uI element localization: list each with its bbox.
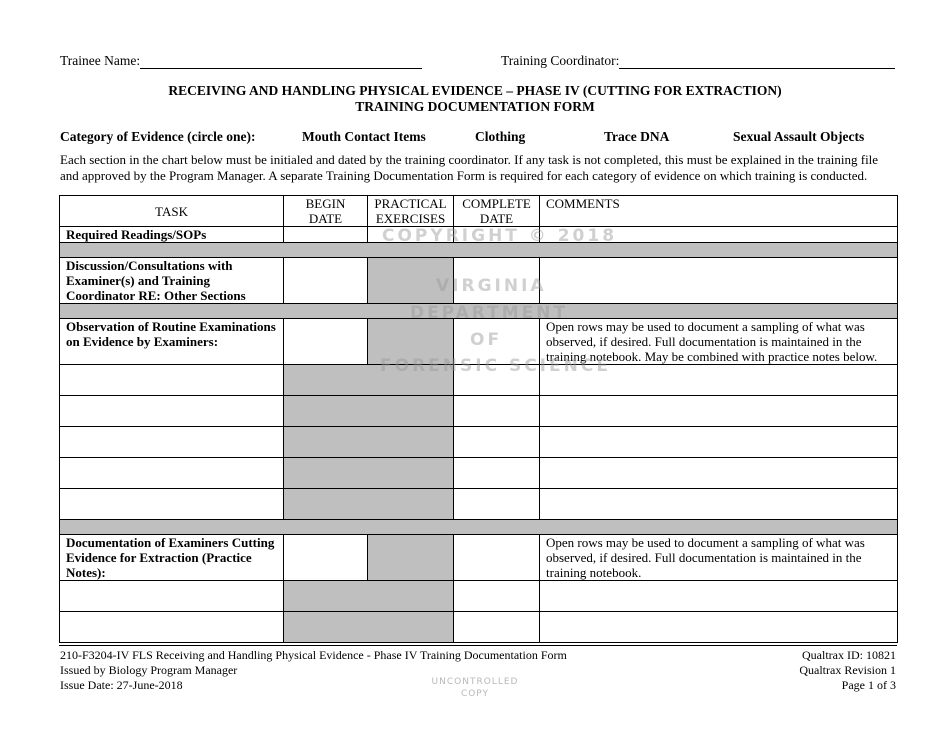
complete-date-cell[interactable] [454, 427, 540, 458]
table-row [60, 427, 898, 458]
shaded-cell [284, 612, 454, 643]
comments-cell[interactable] [540, 427, 898, 458]
trainee-name-field[interactable] [60, 53, 422, 69]
task-cell[interactable] [60, 612, 284, 643]
shaded-cell [284, 458, 454, 489]
begin-date-cell[interactable] [284, 535, 368, 581]
trainee-name-line[interactable] [140, 54, 422, 69]
shaded-cell [284, 581, 454, 612]
header-comments: COMMENTS [540, 196, 898, 227]
training-coordinator-line[interactable] [619, 54, 895, 69]
complete-date-cell[interactable] [454, 535, 540, 581]
complete-date-cell[interactable] [454, 458, 540, 489]
category-option-sexual-assault[interactable]: Sexual Assault Objects [733, 129, 865, 144]
category-label: Category of Evidence (circle one): [60, 129, 256, 144]
shaded-cell [284, 396, 454, 427]
task-cell[interactable] [60, 581, 284, 612]
training-table [59, 195, 898, 643]
comments-cell[interactable] [540, 258, 898, 304]
task-observation: Observation of Routine Examinations on Evidence by Examiners: [60, 319, 284, 365]
task-required-readings: Required Readings/SOPs [60, 227, 284, 243]
complete-date-cell[interactable] [454, 489, 540, 520]
comments-cell[interactable] [540, 581, 898, 612]
watermark-line4: FORENSIC SCIENCE [380, 356, 611, 376]
task-cell[interactable] [60, 365, 284, 396]
section-separator [60, 520, 898, 535]
category-option-mouth-contact[interactable]: Mouth Contact Items [302, 129, 426, 144]
task-cell[interactable] [60, 458, 284, 489]
footer-issued-by: Issued by Biology Program Manager [60, 663, 238, 677]
footer-rule [59, 645, 897, 646]
header-begin-date: BEGIN DATE [284, 196, 368, 227]
complete-date-cell[interactable] [454, 396, 540, 427]
table-header-row [60, 196, 898, 227]
form-title: RECEIVING AND HANDLING PHYSICAL EVIDENCE – PHASE IV (CUTTING FOR EXTRACTION) [168, 83, 782, 98]
watermark-line2: DEPARTMENT [410, 303, 569, 323]
table-row [60, 581, 898, 612]
header-task: TASK [60, 196, 284, 227]
footer-right [799, 648, 896, 693]
training-coordinator-field[interactable] [501, 53, 895, 69]
footer-issue-date: Issue Date: 27-June-2018 [60, 678, 183, 692]
comments-cell[interactable] [540, 489, 898, 520]
documentation-comment: Open rows may be used to document a sampling of what was observed, if desired. Full documentation is maintained in the training notebook. [540, 535, 898, 581]
practical-cell-shaded [368, 535, 454, 581]
complete-date-cell[interactable] [454, 581, 540, 612]
footer-revision: Qualtrax Revision 1 [799, 663, 896, 677]
task-discussion: Discussion/Consultations with Examiner(s) and Training Coordinator RE: Other Sections [60, 258, 284, 304]
begin-date-cell[interactable] [284, 227, 368, 243]
shaded-cell [284, 489, 454, 520]
watermark-copyright: COPYRIGHT © 2018 [382, 226, 618, 246]
task-cell[interactable] [60, 396, 284, 427]
footer-doc-id: 210-F3204-IV FLS Receiving and Handling Physical Evidence - Phase IV Training Documentation Form [60, 648, 567, 662]
complete-date-cell[interactable] [454, 612, 540, 643]
category-option-clothing[interactable]: Clothing [475, 129, 526, 144]
training-coordinator-label: Training Coordinator: [501, 53, 620, 68]
begin-date-cell[interactable] [284, 319, 368, 365]
observation-comment: Open rows may be used to document a sampling of what was observed, if desired. Full documentation is maintained in the training notebook. May be combined with practice notes below. [540, 319, 898, 365]
comments-cell[interactable] [540, 458, 898, 489]
uncontrolled-line1: UNCONTROLLED [431, 677, 519, 687]
task-documentation: Documentation of Examiners Cutting Evidence for Extraction (Practice Notes): [60, 535, 284, 581]
table-row [60, 612, 898, 643]
table-row [60, 396, 898, 427]
comments-cell[interactable] [540, 396, 898, 427]
shaded-cell [284, 427, 454, 458]
instructions-paragraph: Each section in the chart below must be initialed and dated by the training coordinator. If any task is not completed, this must be explained in the training file and approved by the Program Manager. A separate Training Documentation Form is required for each category of evidence on which training is conducted. [60, 152, 879, 183]
task-cell[interactable] [60, 427, 284, 458]
watermark-line3: OF [470, 330, 503, 350]
uncontrolled-copy-stamp [420, 676, 530, 700]
header-practical-exercises: PRACTICAL EXERCISES [368, 196, 454, 227]
form-subtitle: TRAINING DOCUMENTATION FORM [355, 99, 595, 114]
uncontrolled-line2: COPY [460, 689, 490, 699]
table-row [60, 458, 898, 489]
footer-page: Page 1 of 3 [841, 678, 896, 692]
begin-date-cell[interactable] [284, 258, 368, 304]
table-row [60, 535, 898, 581]
watermark-line1: VIRGINIA [436, 276, 547, 296]
header-complete-date: COMPLETE DATE [454, 196, 540, 227]
table-row [60, 489, 898, 520]
trainee-name-label: Trainee Name: [60, 53, 141, 68]
comments-cell[interactable] [540, 612, 898, 643]
task-cell[interactable] [60, 489, 284, 520]
footer-qualtrax-id: Qualtrax ID: 10821 [802, 648, 896, 662]
category-option-trace-dna[interactable]: Trace DNA [604, 129, 670, 144]
